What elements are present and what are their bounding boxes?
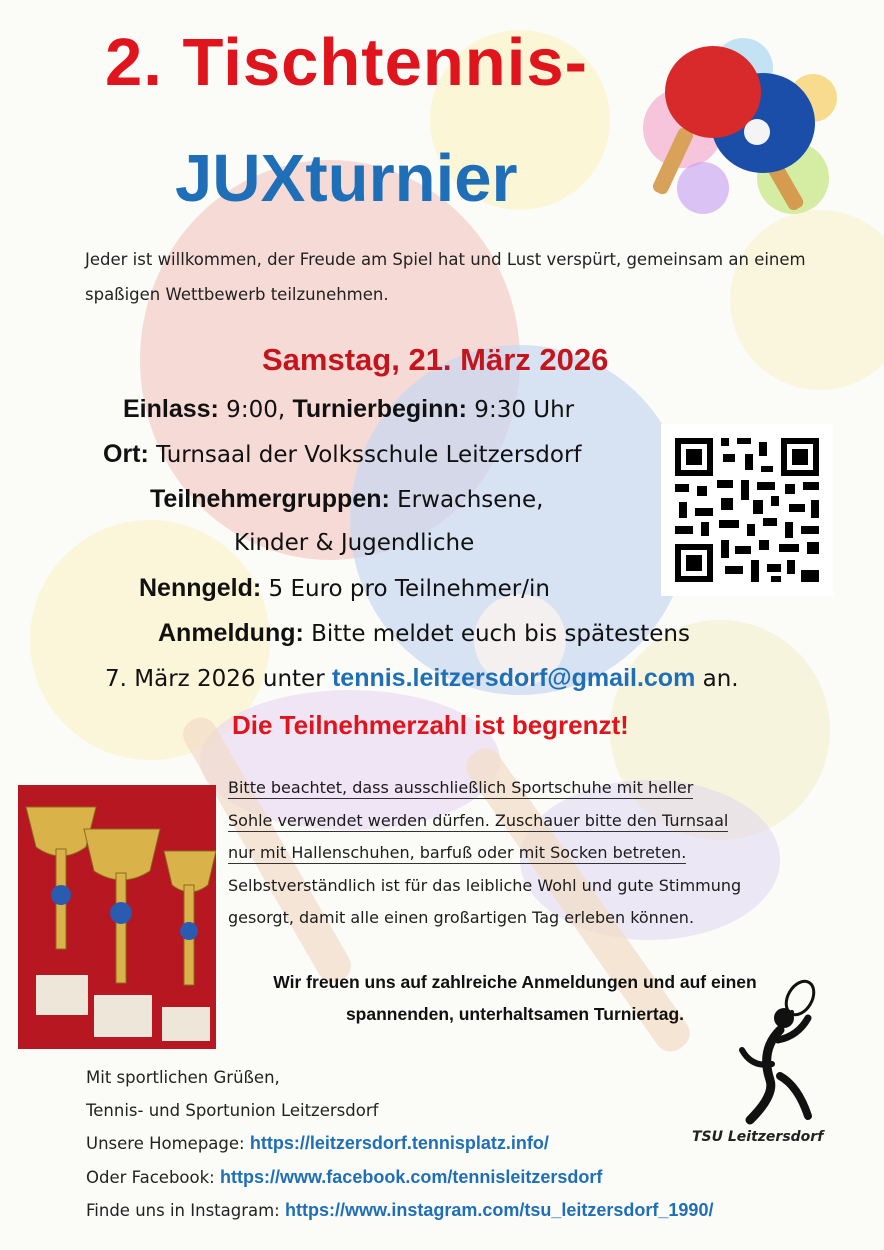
tennis-player-logo-icon [732,972,842,1132]
anmeldung-label: Anmeldung: [158,619,304,647]
fee-line [139,574,550,603]
closing-message [215,966,815,1030]
beginn-label: Turnierbeginn: [292,395,467,423]
facebook-link[interactable]: https://www.facebook.com/tennisleitzersdorf [219,1166,603,1187]
notes-line-1: Bitte beachtet, dass ausschließlich Sportschuhe mit heller [228,778,694,797]
footer-greeting: Mit sportlichen Grüßen, [86,1068,280,1087]
notes-line-4: Selbstverständlich ist für das leibliche Wohl und gute Stimmung [228,875,742,895]
anmeldung-value: Bitte meldet euch bis spätestens [303,621,690,647]
ort-label: Ort: [103,440,149,468]
participant-limit-notice: Die Teilnehmerzahl ist begrenzt! [232,710,629,740]
homepage-link[interactable]: https://leitzersdorf.tennisplatz.info/ [249,1133,549,1153]
admission-line [123,395,574,424]
registration-line-2 [105,664,739,693]
club-logo-label: TSU Leitzersdorf [692,1129,824,1145]
beginn-value: 9:30 Uhr [467,397,575,423]
homepage-label: Unsere Homepage: [86,1134,250,1153]
gruppen-value: Erwachsene, [389,487,544,513]
ort-value: Turnsaal der Volksschule Leitzersdorf [148,442,582,468]
groups-line [150,485,543,514]
registration-line [158,619,690,648]
event-date: Samstag, 21. März 2026 [262,342,609,377]
notes-line-2: Sohle verwendet werden dürfen. Zuschauer bitte den Turnsaal [228,810,729,830]
table-tennis-paddles-icon [623,28,849,224]
groups-line-2: Kinder & Jugendliche [234,530,475,556]
location-line [103,440,582,469]
trophies-photo [18,785,216,1049]
qr-code-icon [661,424,833,596]
registration-suffix: an. [695,666,739,692]
instagram-label: Finde uns in Instagram: [86,1201,285,1220]
einlass-value: 9:00, [218,397,293,423]
registration-email-link[interactable]: tennis.leitzersdorf@gmail.com [331,664,696,692]
nenngeld-label: Nenngeld: [139,574,262,602]
instagram-link[interactable]: https://www.instagram.com/tsu_leitzersdorf_1990/ [285,1200,714,1220]
intro-text: Jeder ist willkommen, der Freude am Spiel hat und Lust verspürt, gemeinsam an einem spaßigen Wettbewerb teilzunehmen. [85,250,806,304]
einlass-label: Einlass: [123,395,219,423]
gruppen-label: Teilnehmergruppen: [150,485,390,513]
footer [86,1062,713,1228]
nenngeld-value: 5 Euro pro Teilnehmer/in [261,576,550,602]
title-line-2: JUXturnier [175,141,518,216]
facebook-label: Oder Facebook: [86,1167,220,1187]
closing-line-2: spannenden, unterhaltsamen Turniertag. [345,1004,685,1024]
notes-paragraph [228,772,848,935]
title-line-1: 2. Tischtennis- [105,25,588,100]
registration-deadline: 7. März 2026 unter [105,666,332,692]
notes-line-3: nur mit Hallenschuhen, barfuß oder mit Socken betreten. [228,843,687,862]
closing-line-1: Wir freuen uns auf zahlreiche Anmeldungen und auf einen [273,972,757,992]
footer-club-name: Tennis- und Sportunion Leitzersdorf [86,1100,379,1120]
notes-line-5: gesorgt, damit alle einen großartigen Tag erleben können. [228,908,695,927]
